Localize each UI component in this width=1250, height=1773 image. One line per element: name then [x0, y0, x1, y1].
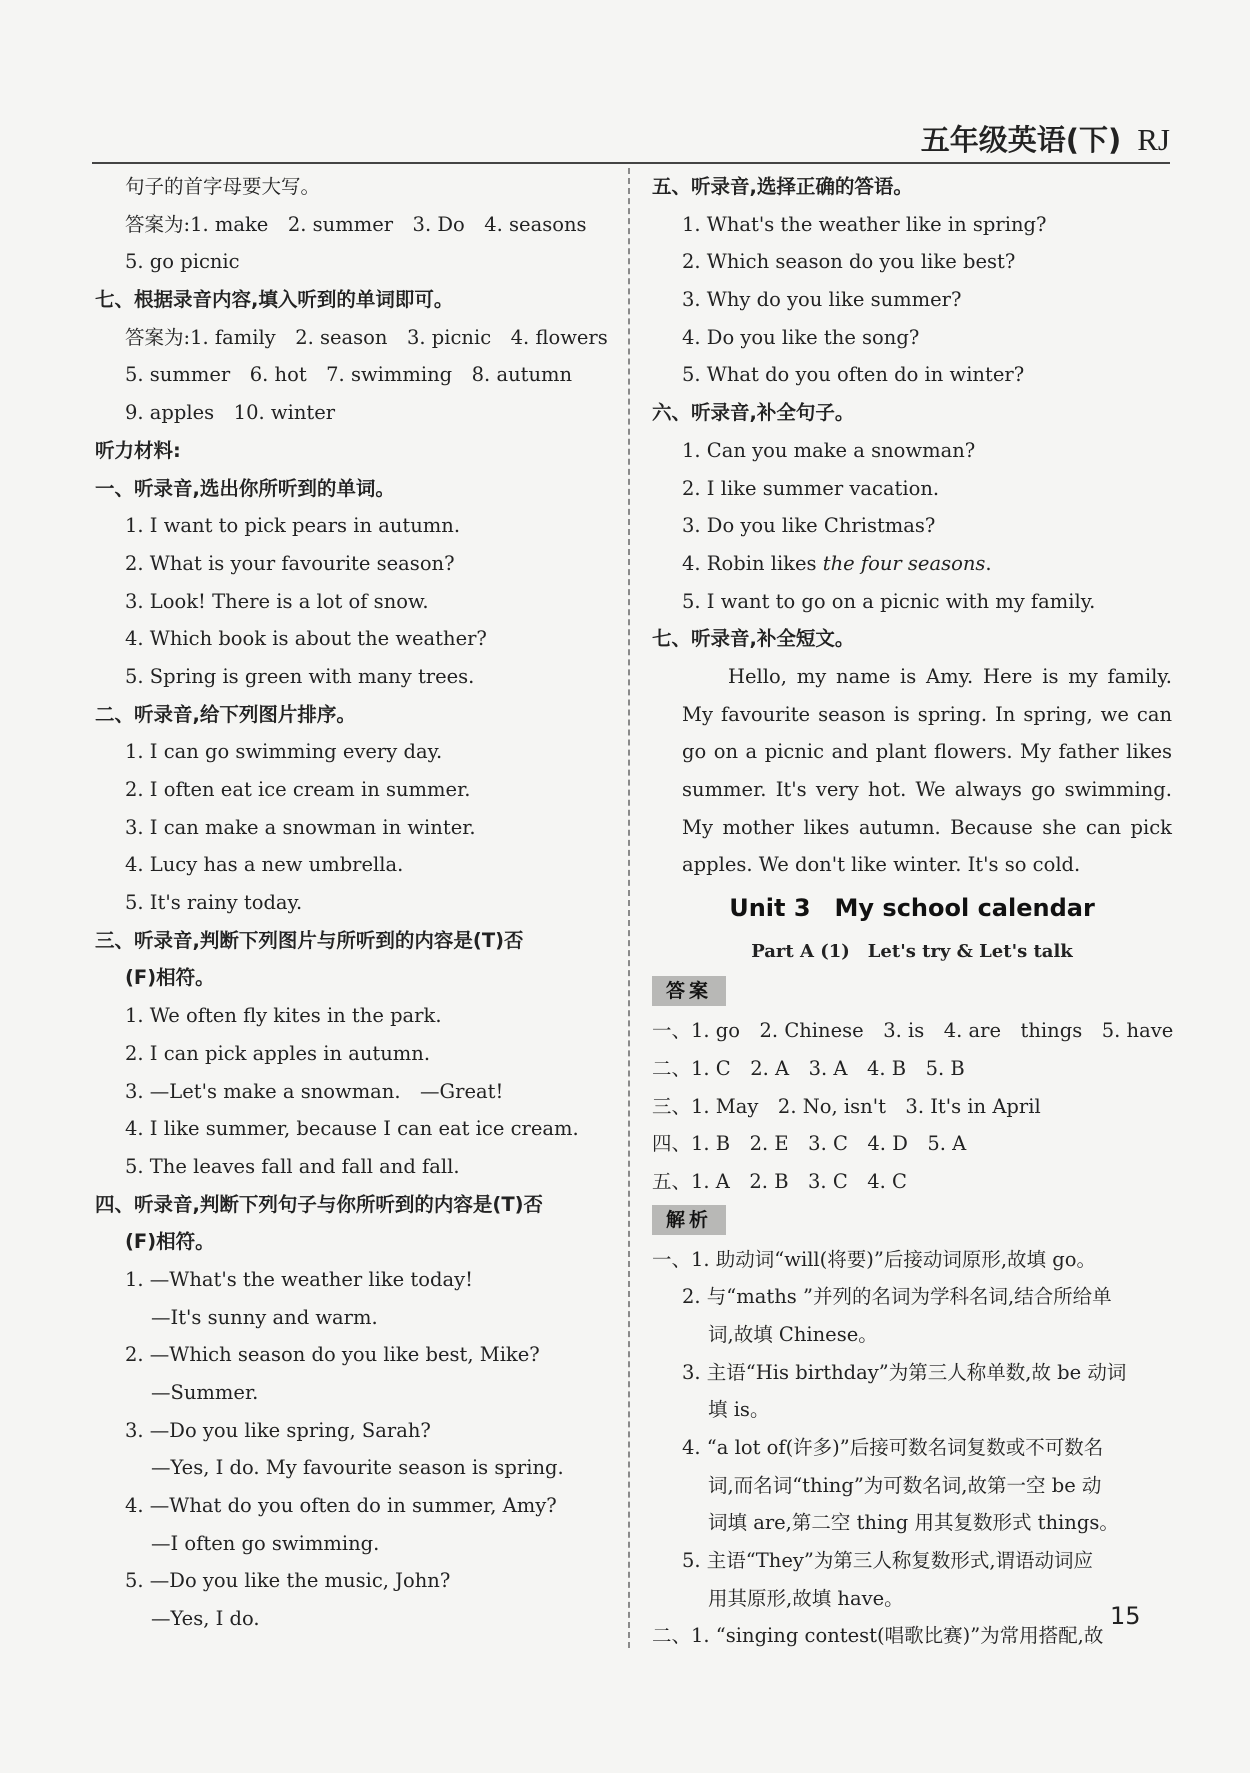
list-item: 4. Do you like the song?	[682, 325, 920, 349]
answer-line: 答案为:1. make 2. summer 3. Do 4. seasons	[125, 212, 587, 236]
explanation-line: 二、1. “singing contest(唱歌比赛)”为常用搭配,故	[652, 1624, 1104, 1648]
dialogue-line: —I often go swimming.	[151, 1531, 380, 1555]
answer-line: 二、1. C 2. A 3. A 4. B 5. B	[652, 1056, 965, 1080]
analysis-tag: 解析	[652, 1205, 726, 1235]
dialogue-line: —Yes, I do. My favourite season is spring.	[151, 1456, 564, 1480]
right-column	[652, 168, 1172, 1655]
answer-line: 答案为:1. family 2. season 3. picnic 4. flowers	[125, 325, 608, 349]
explanation-line: 2. 与“maths ”并列的名词为学科名词,结合所给单	[682, 1285, 1112, 1309]
answer-line: 五、1. A 2. B 3. C 4. C	[652, 1169, 907, 1193]
book-series-title: 五年级英语(下)	[920, 123, 1122, 157]
list-item-suffix: .	[985, 551, 992, 575]
answer-line: 5. summer 6. hot 7. swimming 8. autumn	[125, 363, 573, 387]
header-rule	[92, 162, 1170, 164]
list-item: 2. I like summer vacation.	[682, 476, 940, 500]
list-item: 1. I can go swimming every day.	[125, 740, 443, 764]
list-item: 3. I can make a snowman in winter.	[125, 815, 476, 839]
list-item: 2. Which season do you like best?	[682, 250, 1016, 274]
list-item: 3. Look! There is a lot of snow.	[125, 589, 429, 613]
dialogue-line: 4. —What do you often do in summer, Amy?	[125, 1494, 557, 1518]
dialogue-line: 1. —What's the weather like today!	[125, 1267, 473, 1291]
answer-line: 三、1. May 2. No, isn't 3. It's in April	[652, 1094, 1041, 1118]
explanation-line: 填 is。	[708, 1398, 770, 1422]
list-item: 5. The leaves fall and fall and fall.	[125, 1154, 460, 1178]
list-item: 3. —Let's make a snowman. —Great!	[125, 1079, 504, 1103]
list-item: 5. What do you often do in winter?	[682, 363, 1025, 387]
dialogue-line: 2. —Which season do you like best, Mike?	[125, 1343, 540, 1367]
analysis-tag-row	[652, 1201, 1172, 1241]
part-title: Part A (1) Let's try & Let's talk	[751, 941, 1073, 963]
section-heading: 五、听录音,选择正确的答语。	[652, 175, 913, 198]
passage: Hello, my name is Amy. Here is my family. My favourite season is spring. In spring, we can go on a picnic and plant flowers. My father likes summer. It's very hot. We always go swimming. My mother likes autumn. Because she can pick apples. We don't like winter. It's so cold.	[682, 664, 1172, 877]
list-item: 4. Lucy has a new umbrella.	[125, 853, 404, 877]
answer-line: 9. apples 10. winter	[125, 401, 336, 425]
dialogue-line: 3. —Do you like spring, Sarah?	[125, 1418, 431, 1442]
section-heading: 六、听录音,补全句子。	[652, 401, 855, 425]
list-item: 3. Why do you like summer?	[682, 288, 962, 312]
list-item: 3. Do you like Christmas?	[682, 514, 936, 538]
list-item-prefix: 4. Robin likes	[682, 551, 823, 575]
text-line: 句子的首字母要大写。	[125, 175, 321, 198]
list-item: 4. Which book is about the weather?	[125, 627, 487, 651]
section-heading-cont: (F)相符。	[125, 1230, 215, 1254]
explanation-line: 词,而名词“thing”为可数名词,故第一空 be 动	[708, 1473, 1102, 1497]
left-column	[95, 168, 615, 1638]
list-item: 1. We often fly kites in the park.	[125, 1004, 442, 1028]
answer-line: 四、1. B 2. E 3. C 4. D 5. A	[652, 1132, 967, 1156]
list-item: 4. I like summer, because I can eat ice cream.	[125, 1117, 579, 1141]
list-item: 2. I can pick apples in autumn.	[125, 1041, 431, 1065]
answers-tag: 答案	[652, 976, 726, 1006]
section-heading: 二、听录音,给下列图片排序。	[95, 702, 356, 726]
section-heading: 七、根据录音内容,填入听到的单词即可。	[95, 288, 454, 312]
list-item: 1. What's the weather like in spring?	[682, 212, 1047, 236]
page-number: 15	[1110, 1602, 1141, 1630]
section-heading: 四、听录音,判断下列句子与你所听到的内容是(T)否	[95, 1192, 544, 1216]
answer-line: 一、1. go 2. Chinese 3. is 4. are things 5. have	[652, 1019, 1174, 1043]
unit-title: Unit 3 My school calendar	[729, 894, 1095, 923]
explanation-line: 一、1. 助动词“will(将要)”后接动词原形,故填 go。	[652, 1247, 1096, 1271]
answers-tag-row	[652, 972, 1172, 1012]
listening-material-heading: 听力材料:	[95, 438, 181, 462]
answer-line: 5. go picnic	[125, 250, 240, 274]
column-divider	[628, 168, 630, 1648]
italic-answer: the four seasons	[822, 551, 986, 575]
list-item: 2. What is your favourite season?	[125, 551, 455, 575]
dialogue-line: —It's sunny and warm.	[151, 1305, 378, 1329]
explanation-line: 词,故填 Chinese。	[708, 1322, 878, 1346]
dialogue-line: —Summer.	[151, 1381, 259, 1404]
section-heading: 一、听录音,选出你所听到的单词。	[95, 476, 395, 500]
dialogue-line: 5. —Do you like the music, John?	[125, 1569, 451, 1593]
list-item: 2. I often eat ice cream in summer.	[125, 778, 471, 801]
dialogue-line: —Yes, I do.	[151, 1607, 260, 1631]
page-header	[0, 118, 1170, 159]
list-item: 5. Spring is green with many trees.	[125, 664, 475, 688]
explanation-line: 用其原形,故填 have。	[708, 1586, 904, 1610]
list-item: 5. I want to go on a picnic with my family.	[682, 589, 1096, 613]
edition-label: RJ	[1137, 122, 1170, 157]
explanation-line: 3. 主语“His birthday”为第三人称单数,故 be 动词	[682, 1360, 1127, 1384]
explanation-line: 4. “a lot of(许多)”后接可数名词复数或不可数名	[682, 1436, 1104, 1460]
section-heading: 七、听录音,补全短文。	[652, 627, 855, 651]
list-item: 1. I want to pick pears in autumn.	[125, 514, 461, 538]
list-item: 5. It's rainy today.	[125, 891, 303, 915]
list-item	[652, 545, 1172, 583]
section-heading-cont: (F)相符。	[125, 966, 215, 990]
section-heading: 三、听录音,判断下列图片与所听到的内容是(T)否	[95, 928, 524, 952]
explanation-line: 词填 are,第二空 thing 用其复数形式 things。	[708, 1511, 1119, 1535]
explanation-line: 5. 主语“They”为第三人称复数形式,谓语动词应	[682, 1549, 1094, 1573]
list-item: 1. Can you make a snowman?	[682, 438, 976, 462]
